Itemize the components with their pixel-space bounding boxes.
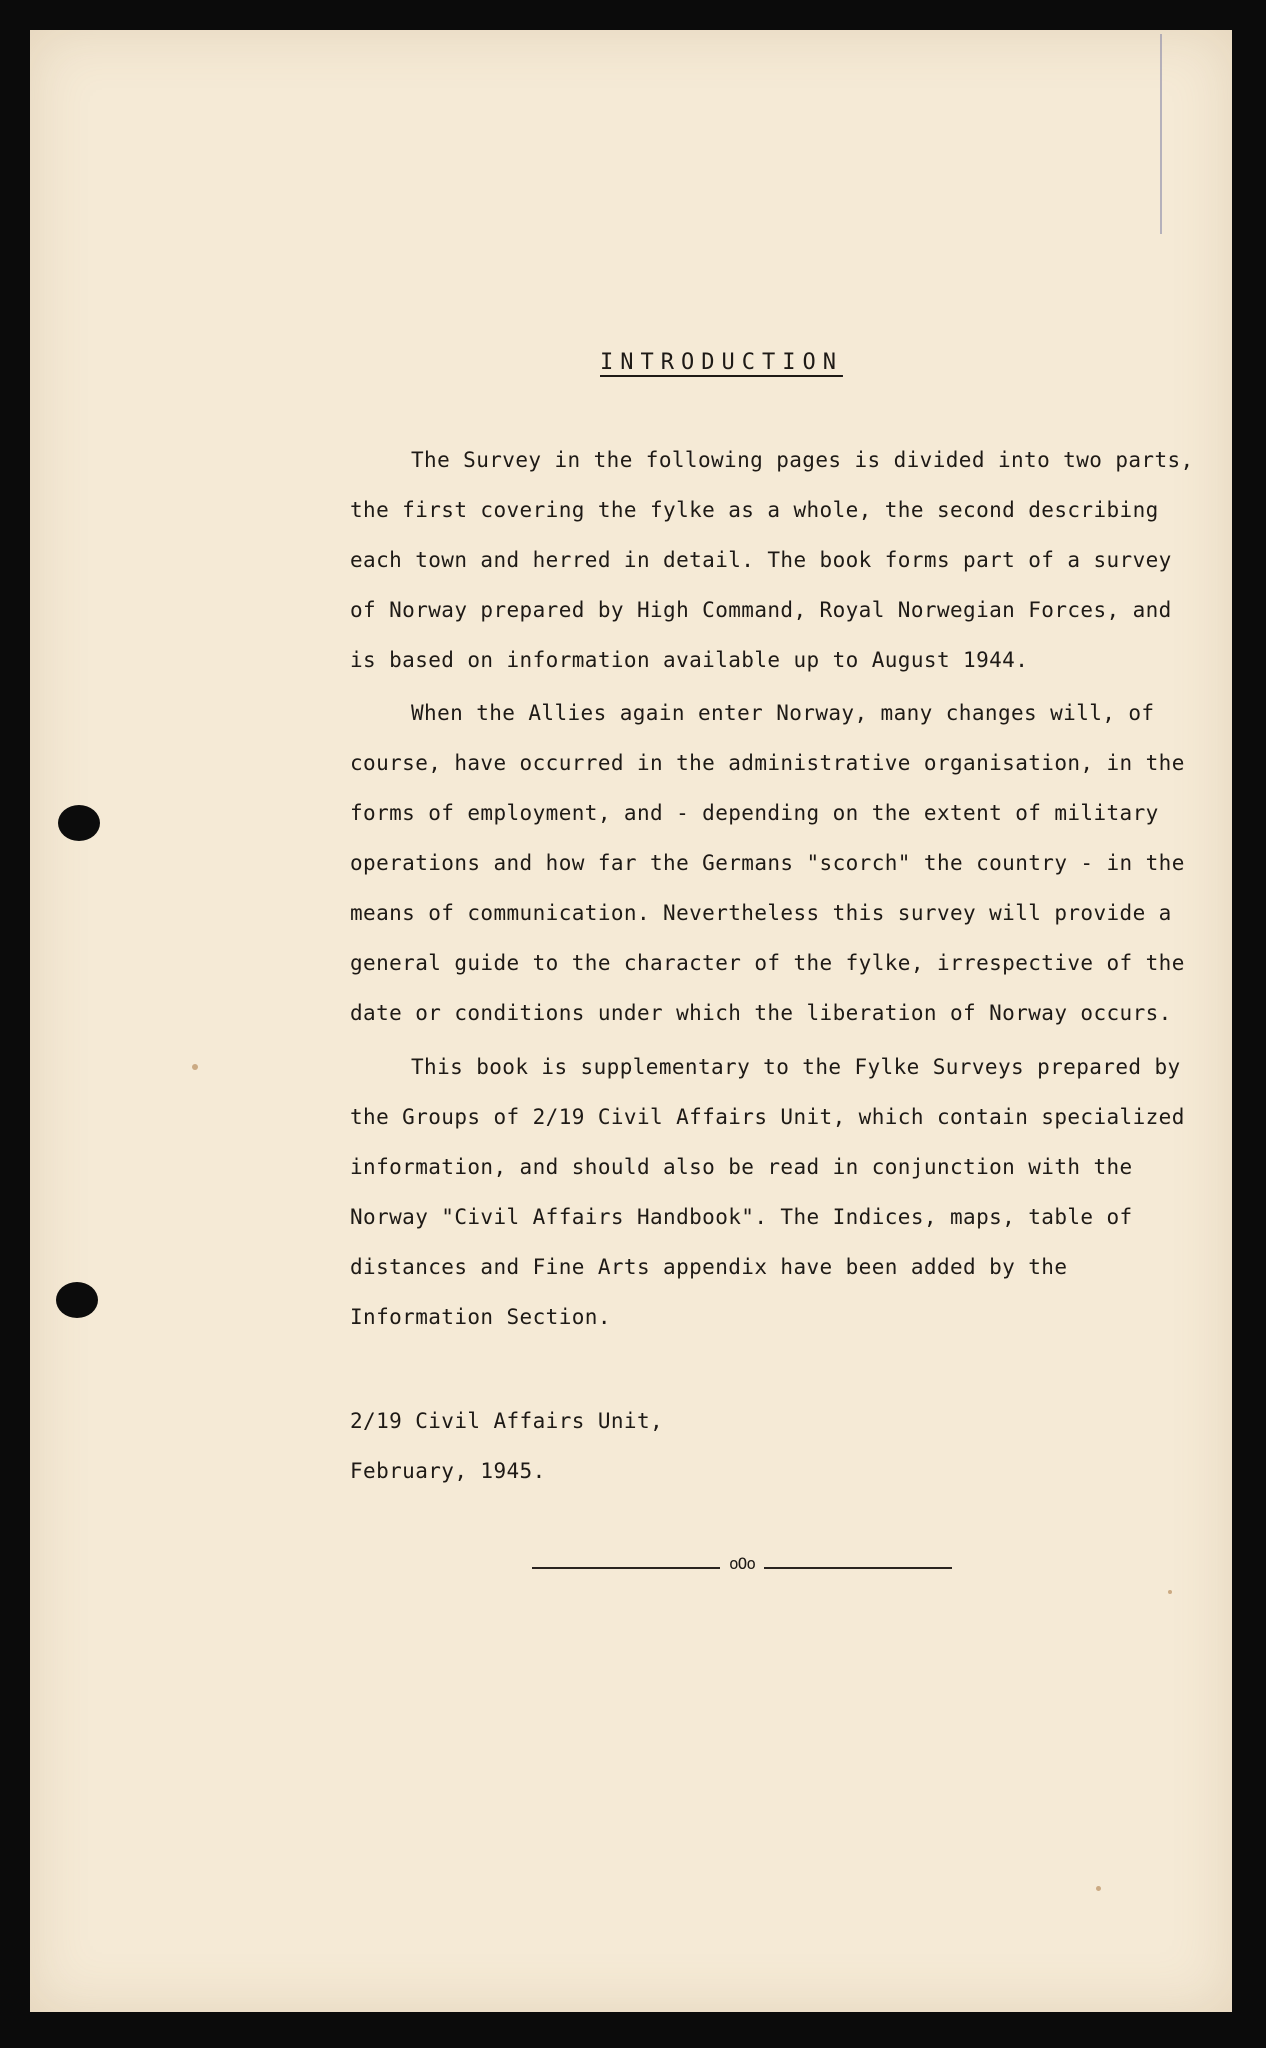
divider-line-left [532,1567,720,1569]
paper-edge-line [1160,34,1162,234]
paragraph-survey-overview: The Survey in the following pages is divided into two parts, the first covering the fylke as a whole, the second describing each town and herred in detail. The book forms part of a survey of Norway prepared by High Command, Royal Norwegian Forces, and is based on information available up to August 1944. [350,448,1194,672]
paragraph-supplementary: This book is supplementary to the Fylke Surveys prepared by the Groups of 2/19 Civil Affairs Unit, which contain specialized information, and should also be read in conjunction with the Norway "Civil Affairs Handbook". The Indices, maps, table of distances and Fine Arts appendix have been added by the Information Section. [350,1055,1185,1329]
paper-speck [1168,1590,1172,1594]
signature-unit: 2/19 Civil Affairs Unit, [350,1409,664,1433]
paragraph-allied-entry: When the Allies again enter Norway, many changes will, of course, have occurred in the administrative organisation, in the forms of employment, and - depending on the extent of military operations and how far the Germans "scorch" the country - in the means of communication. Nevertheless this survey will provide a general guide to the character of the fylke, irrespective of the date or conditions under which the liberation of Norway occurs. [350,701,1185,1025]
paper-speck [1096,1886,1101,1891]
divider-line-right [764,1567,952,1569]
section-divider [532,1554,952,1574]
punch-hole-lower [56,1282,98,1318]
paper-speck [192,1064,198,1070]
document-title: INTRODUCTION [600,350,843,375]
divider-ornament: oOo [729,1554,755,1573]
signature-date: February, 1945. [350,1459,546,1483]
punch-hole-upper [58,805,100,841]
